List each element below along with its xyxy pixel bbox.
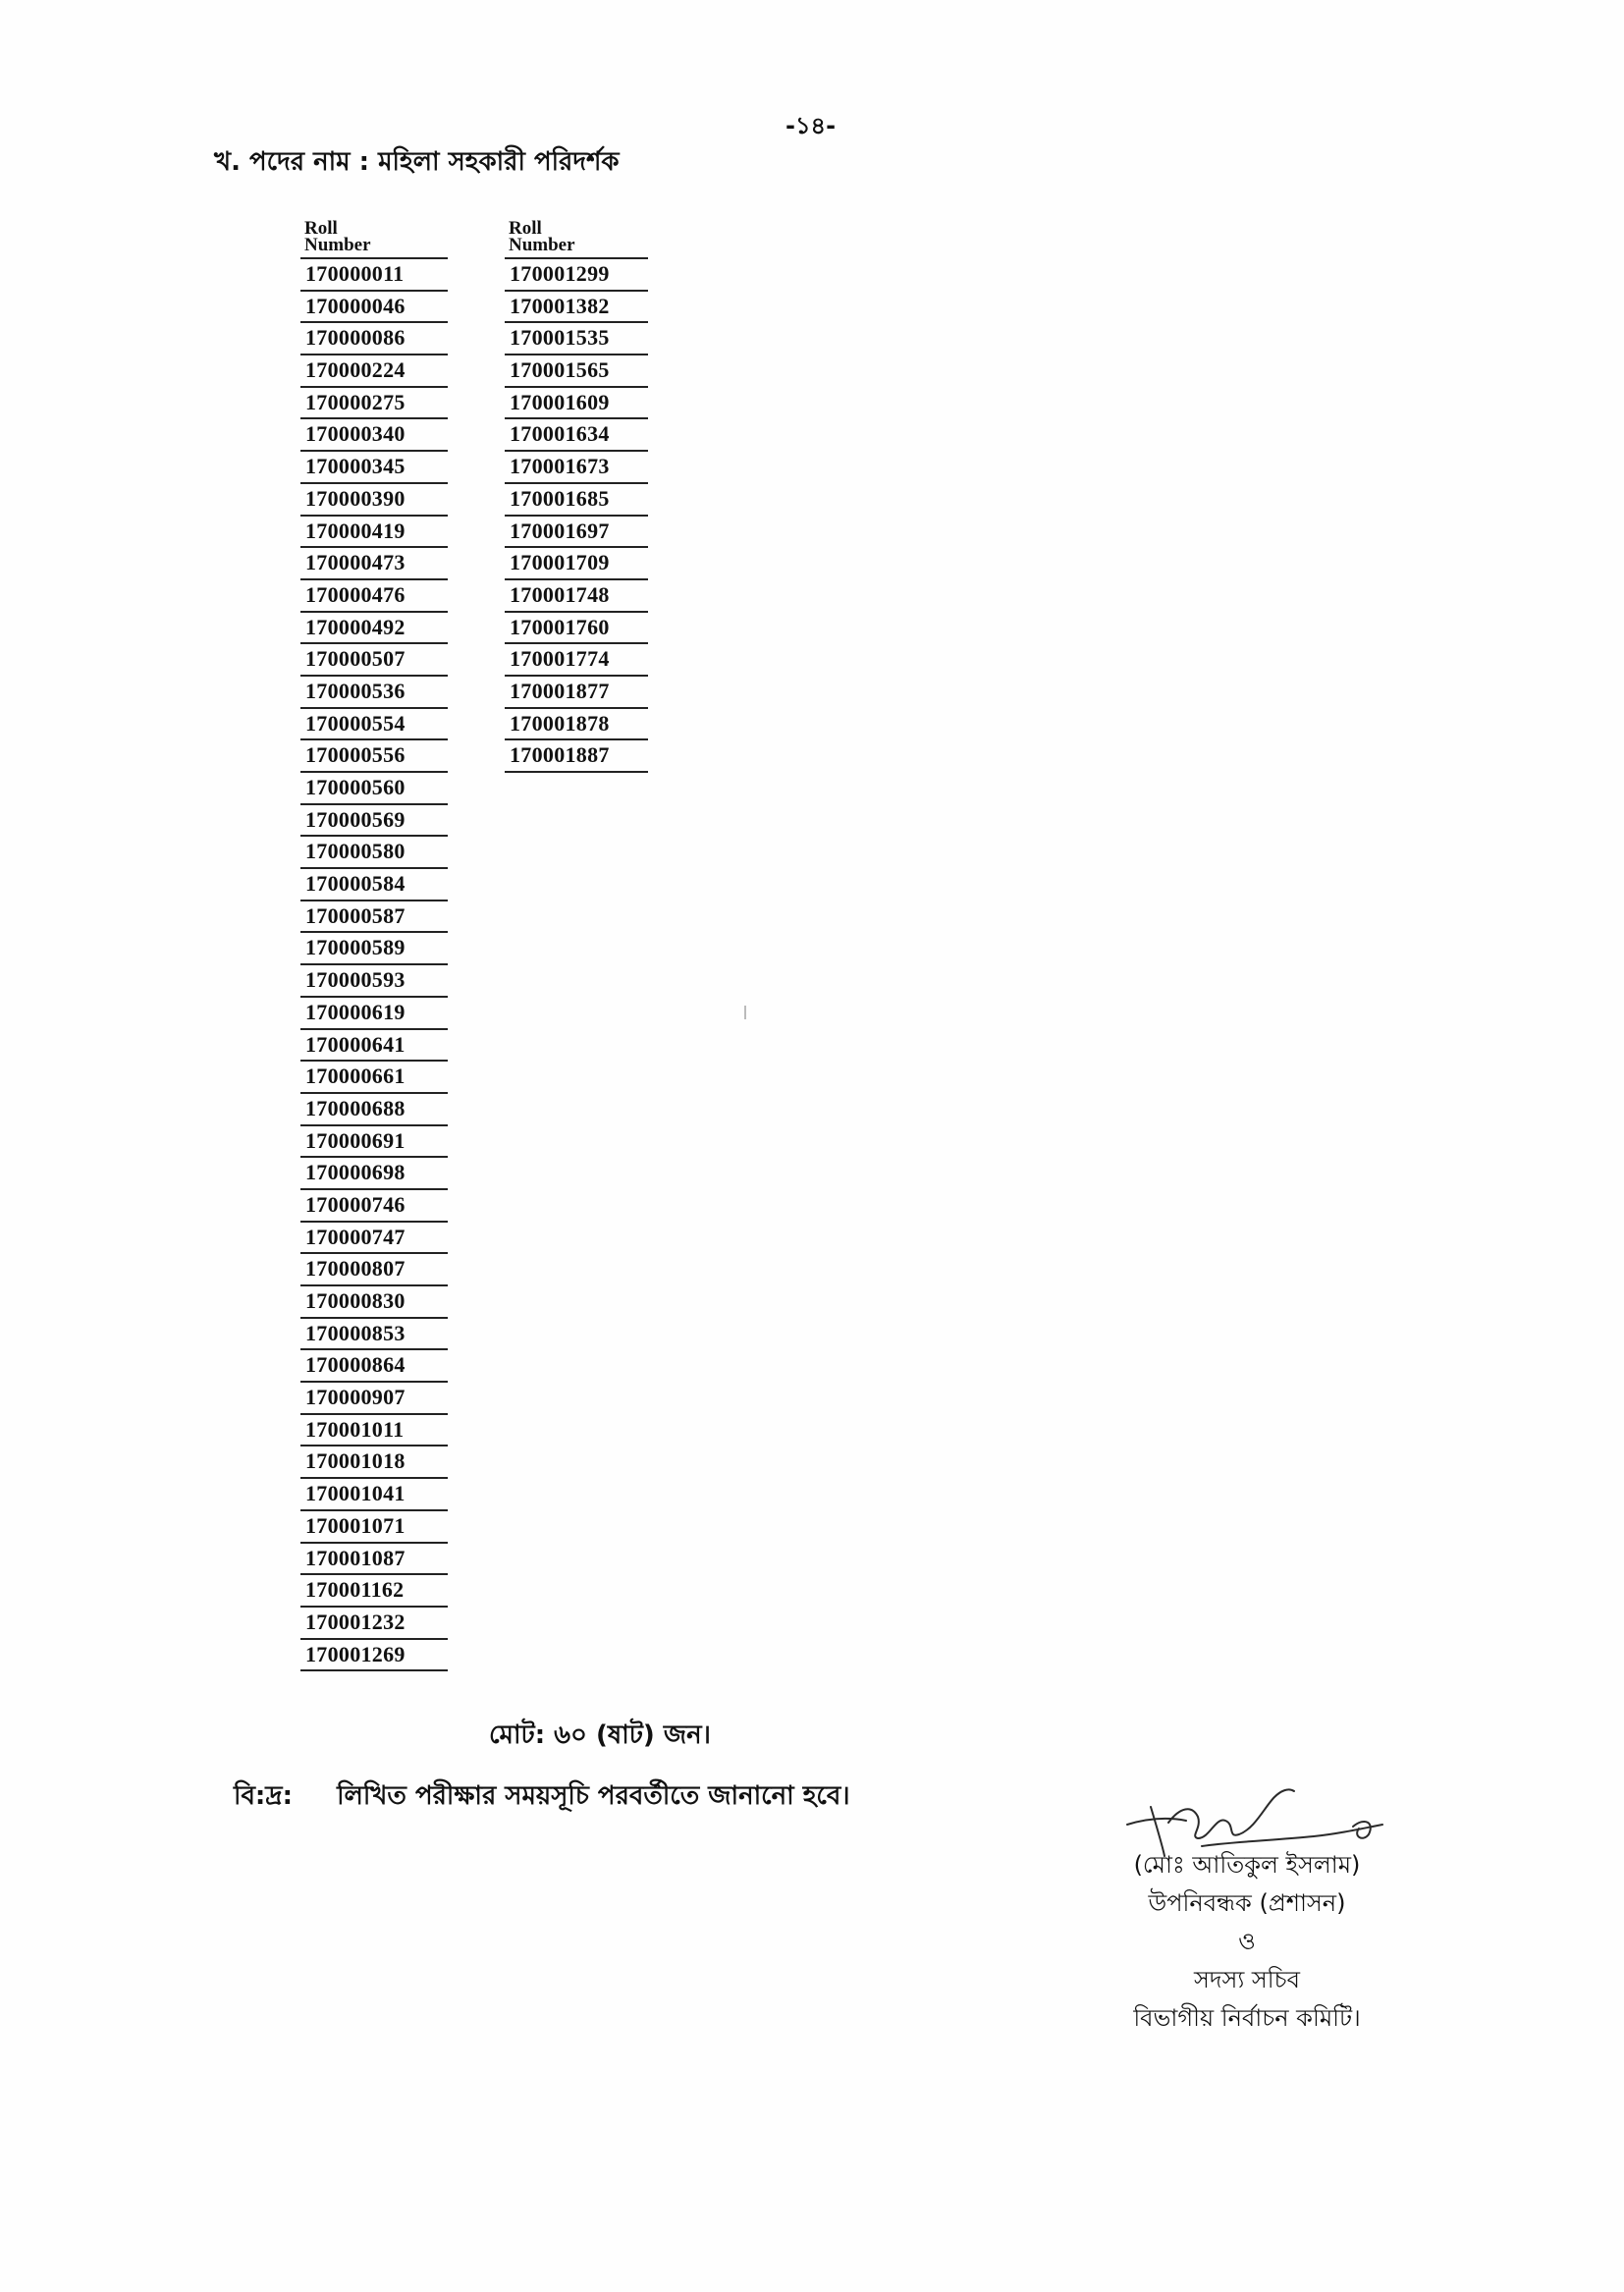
post-title: খ. পদের নাম : মহিলা সহকারী পরিদর্শক	[214, 147, 620, 177]
roll-number-cell: 170000619	[300, 998, 448, 1030]
roll-number-cell: 170000473	[300, 548, 448, 580]
roll-number-cell: 170000569	[300, 805, 448, 838]
roll-number-cell: 170000476	[300, 580, 448, 613]
page-number: -১৪-	[785, 112, 837, 139]
roll-number-cell: 170001299	[505, 259, 648, 292]
scan-mark	[744, 1006, 746, 1019]
roll-number-cell: 170001232	[300, 1608, 448, 1640]
roll-number-cell: 170001162	[300, 1575, 448, 1608]
roll-number-cell: 170001634	[505, 419, 648, 452]
roll-number-cell: 170000492	[300, 613, 448, 645]
signatory-conjunction: ও	[1238, 1928, 1256, 1955]
note-label: বি:দ্র:	[234, 1781, 293, 1811]
roll-number-cell: 170000046	[300, 292, 448, 324]
roll-number-cell: 170000275	[300, 388, 448, 420]
roll-number-cell: 170001748	[505, 580, 648, 613]
roll-number-cell: 170001609	[505, 388, 648, 420]
roll-number-cell: 170001760	[505, 613, 648, 645]
roll-column-header	[300, 220, 448, 259]
roll-number-cell: 170001535	[505, 323, 648, 355]
roll-header-line2: Number	[509, 235, 575, 255]
roll-number-cell: 170001709	[505, 548, 648, 580]
signature-block	[1090, 1846, 1404, 2038]
roll-number-cell: 170001269	[300, 1640, 448, 1672]
roll-number-cell: 170000807	[300, 1254, 448, 1286]
note	[234, 1775, 850, 1819]
roll-number-cell: 170001774	[505, 644, 648, 677]
roll-number-cell: 170001877	[505, 677, 648, 709]
roll-number-cell: 170001011	[300, 1415, 448, 1447]
roll-number-cell: 170000864	[300, 1350, 448, 1383]
roll-number-cell: 170000580	[300, 837, 448, 869]
roll-header-line2: Number	[304, 235, 371, 255]
signatory-role: সদস্য সচিব	[1194, 1966, 1300, 1993]
roll-number-cell: 170000560	[300, 773, 448, 805]
roll-number-cell: 170000747	[300, 1223, 448, 1255]
roll-number-cell: 170000345	[300, 452, 448, 484]
note-text: লিখিত পরীক্ষার সময়সূচি পরবর্তীতে জানানো হবে।	[337, 1781, 850, 1811]
roll-column-1	[300, 220, 448, 1671]
roll-number-cell: 170000746	[300, 1190, 448, 1223]
roll-number-cell: 170000556	[300, 740, 448, 773]
roll-number-cell: 170000641	[300, 1030, 448, 1063]
roll-number-cell: 170000340	[300, 419, 448, 452]
roll-list	[300, 259, 448, 1671]
roll-number-cell: 170000536	[300, 677, 448, 709]
roll-number-cell: 170000691	[300, 1126, 448, 1159]
roll-number-cell: 170000593	[300, 965, 448, 998]
roll-number-cell: 170001887	[505, 740, 648, 773]
roll-number-cell: 170000390	[300, 484, 448, 517]
signatory-designation: উপনিবন্ধক (প্রশাসন)	[1148, 1889, 1346, 1917]
roll-number-cell: 170001565	[505, 355, 648, 388]
roll-number-cell: 170000661	[300, 1062, 448, 1094]
roll-number-cell: 170001382	[505, 292, 648, 324]
roll-header-line1: Roll	[509, 218, 542, 239]
roll-number-cell: 170001087	[300, 1544, 448, 1576]
roll-number-cell: 170000698	[300, 1158, 448, 1190]
signatory-name: (মোঃ আতিকুল ইসলাম)	[1133, 1851, 1361, 1879]
roll-number-cell: 170000419	[300, 517, 448, 549]
roll-number-cell: 170001685	[505, 484, 648, 517]
roll-number-cell: 170000086	[300, 323, 448, 355]
roll-header-line1: Roll	[304, 218, 338, 239]
roll-column-header	[505, 220, 648, 259]
roll-number-cell: 170000507	[300, 644, 448, 677]
roll-number-cell: 170001071	[300, 1511, 448, 1544]
roll-number-cell: 170001018	[300, 1446, 448, 1479]
roll-number-cell: 170001697	[505, 517, 648, 549]
roll-number-cell: 170000907	[300, 1383, 448, 1415]
total-count: মোট: ৬০ (ষাট) জন।	[489, 1720, 711, 1750]
roll-number-cell: 170000011	[300, 259, 448, 292]
roll-number-cell: 170001041	[300, 1479, 448, 1511]
roll-column-2	[505, 220, 648, 773]
roll-number-cell: 170000589	[300, 933, 448, 965]
roll-number-cell: 170000554	[300, 709, 448, 741]
roll-number-cell: 170000830	[300, 1286, 448, 1319]
roll-number-cell: 170001673	[505, 452, 648, 484]
roll-list	[505, 259, 648, 773]
roll-number-cell: 170000224	[300, 355, 448, 388]
roll-number-cell: 170000587	[300, 901, 448, 934]
roll-number-cell: 170001878	[505, 709, 648, 741]
roll-number-cell: 170000584	[300, 869, 448, 901]
roll-number-cell: 170000853	[300, 1319, 448, 1351]
signatory-committee: বিভাগীয় নির্বাচন কমিটি।	[1133, 2004, 1361, 2032]
roll-number-cell: 170000688	[300, 1094, 448, 1126]
